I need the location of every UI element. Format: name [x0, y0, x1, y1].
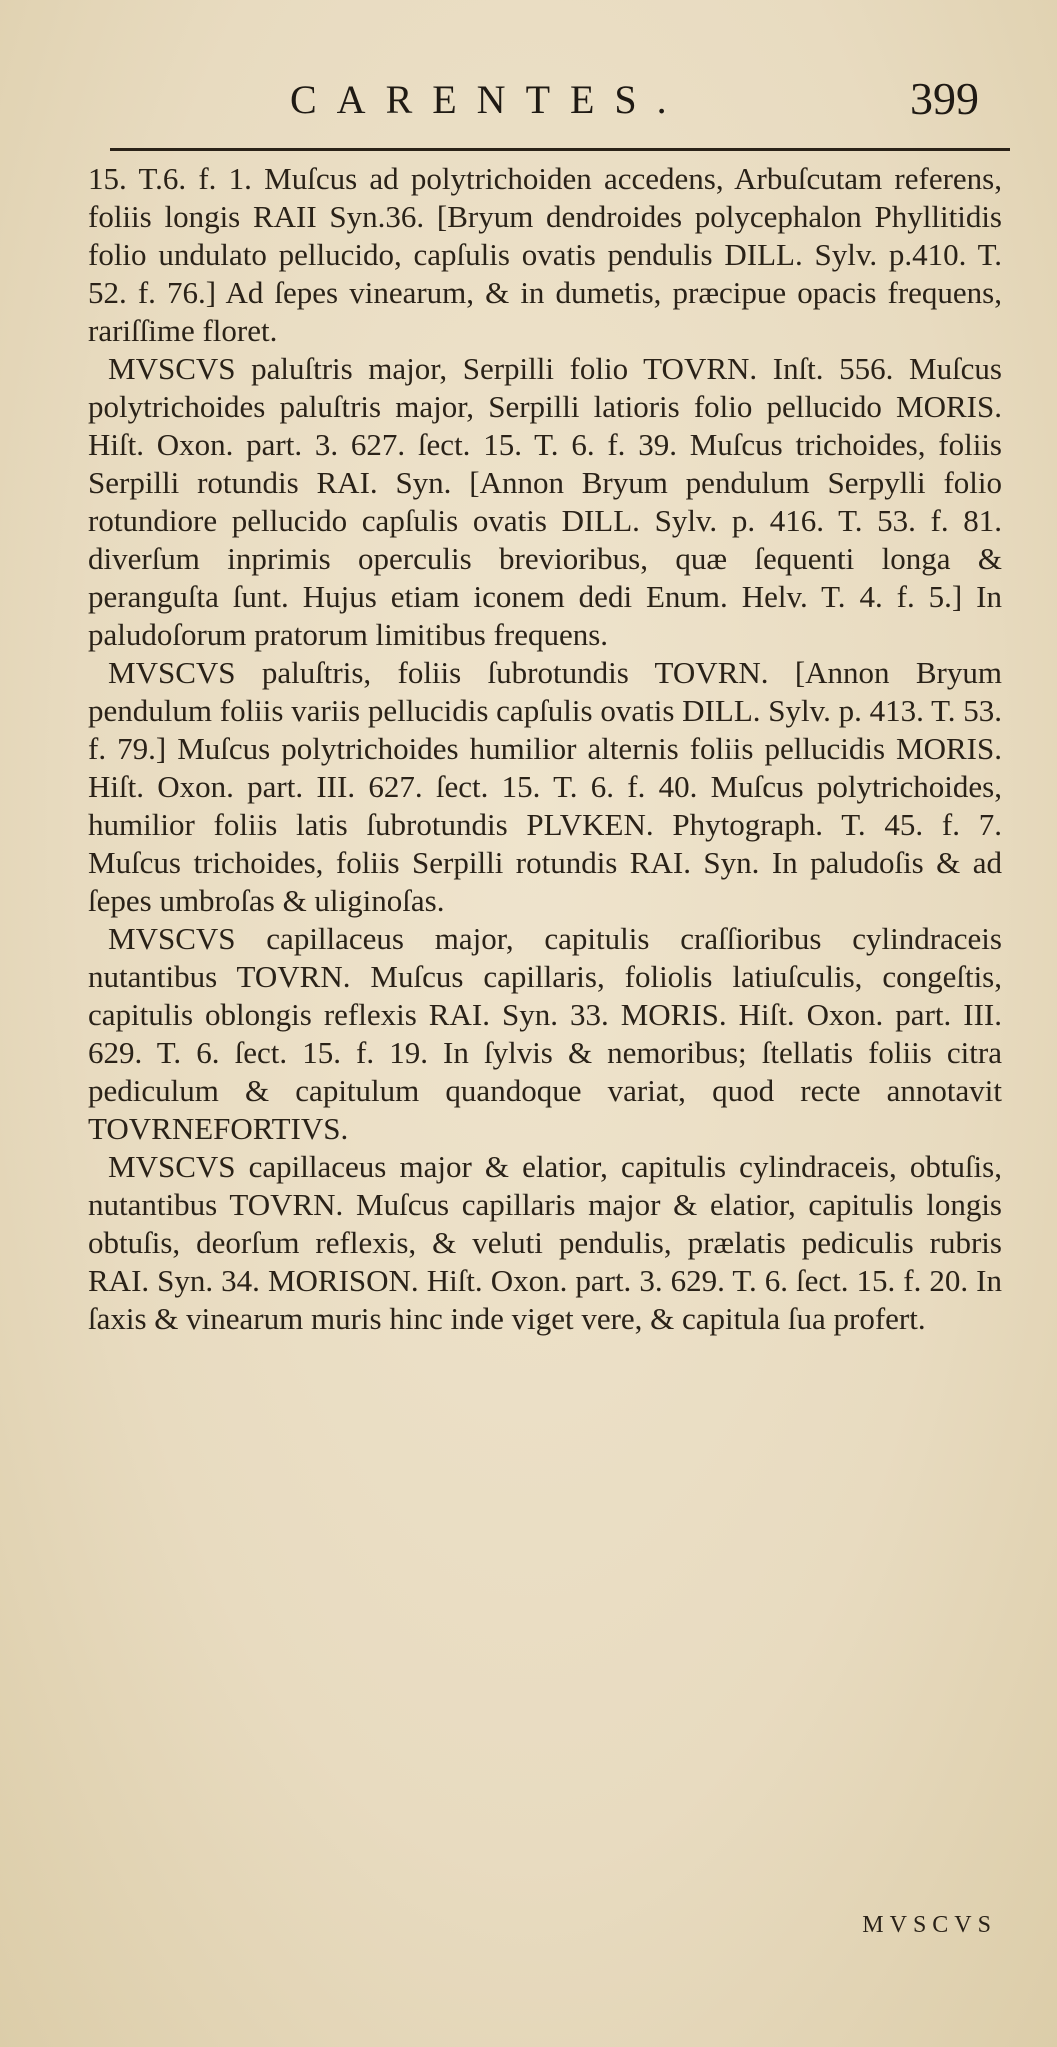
paragraph-5: MVSCVS capillaceus major & elatior, capitulis cylindraceis, obtuſis, nutantibus TOVRN. Muſcus capillaris major & elatior, capitulis longis obtuſis, deorſum reflexis, & veluti pendulis, prælatis pediculis rubris RAI. Syn. 34. MORISON. Hiſt. Oxon. part. 3. 629. T. 6. ſect. 15. f. 20. In ſaxis & vinearum muris hinc inde viget vere, & capitula ſua profert. — [88, 1149, 1002, 1336]
paragraph-3: MVSCVS paluſtris, foliis ſubrotundis TOVRN. [Annon Bryum pendulum foliis variis pellucidis capſulis ovatis DILL. Sylv. p. 413. T. 53. f. 79.] Muſcus polytrichoides humilior alternis foliis pellucidis MORIS. Hiſt. Oxon. part. III. 627. ſect. 15. T. 6. f. 40. Muſcus polytrichoides, humilior foliis latis ſubrotundis PLVKEN. Phytograph. T. 45. f. 7. Muſcus trichoides, foliis Serpilli rotundis RAI. Syn. In paludoſis & ad ſepes umbroſas & uliginoſas. — [88, 655, 1002, 918]
header-rule — [110, 148, 1010, 151]
page-number: 399 — [910, 73, 979, 124]
page-header — [0, 70, 1057, 130]
paragraph-4: MVSCVS capillaceus major, capitulis craſſioribus cylindraceis nutantibus TOVRN. Muſcus capillaris, foliolis latiuſculis, congeſtis, capitulis oblongis reflexis RAI. Syn. 33. MORIS. Hiſt. Oxon. part. III. 629. T. 6. ſect. 15. f. 19. In ſylvis & nemoribus; ſtellatis foliis citra pediculum & capitulum quandoque variat, quod recte annotavit TOVRNEFORTIVS. — [88, 921, 1002, 1146]
running-title: CARENTES. — [290, 77, 687, 122]
paragraph-2: MVSCVS paluſtris major, Serpilli folio TOVRN. Inſt. 556. Muſcus polytrichoides paluſtris major, Serpilli latioris folio pellucido MORIS. Hiſt. Oxon. part. 3. 627. ſect. 15. T. 6. f. 39. Muſcus trichoides, foliis Serpilli rotundis RAI. Syn. [Annon Bryum pendulum Serpylli folio rotundiore pellucido capſulis ovatis DILL. Sylv. p. 416. T. 53. f. 81. diverſum inprimis operculis brevioribus, quæ ſequenti longa & peranguſta ſunt. Hujus etiam iconem dedi Enum. Helv. T. 4. f. 5.] In paludoſorum pratorum limitibus frequens. — [88, 351, 1002, 652]
page-body — [88, 160, 1002, 1338]
catchword: MVSCVS — [862, 1912, 997, 1938]
paragraph-1: 15. T.6. f. 1. Muſcus ad polytrichoiden accedens, Arbuſcutam referens, foliis longis RAII Syn.36. [Bryum dendroides polycephalon Phyllitidis folio undulato pellucido, capſulis ovatis pendulis DILL. Sylv. p.410. T. 52. f. 76.] Ad ſepes vinearum, & in dumetis, præcipue opacis frequens, rariſſime floret. — [88, 161, 1002, 348]
